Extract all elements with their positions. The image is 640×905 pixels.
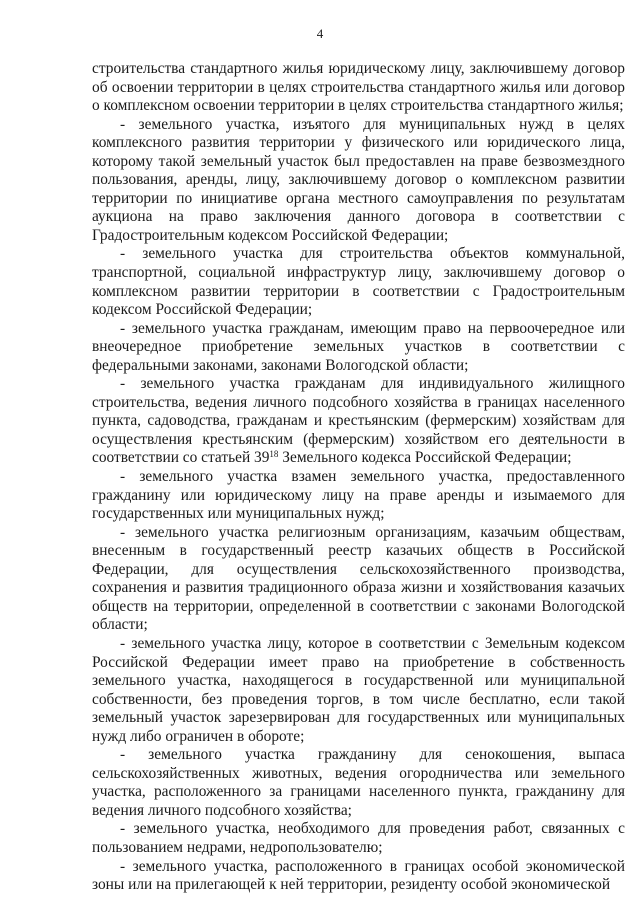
list-item: - земельного участка лицу, которое в соответствии с Земельным кодексом Российской Федерации имеет право на приобретение в собственность земельного участка, находящегося в государственной или муниципальной собственности, без проведения торгов, в том числе бесплатно, если такой земельный участок зарезервирован для государственных или муниципальных нужд либо ограничен в обороте; <box>92 634 625 745</box>
list-item: - земельного участка гражданам, имеющим право на первоочередное или внеочередное приобретение земельных участков в соответствии с федеральными законами, законами Вологодской области; <box>92 319 625 374</box>
page-number: 4 <box>316 26 324 41</box>
paragraph-continuation: строительства стандартного жилья юридическому лицу, заключившему договор об освоении территории в целях строительства стандартного жилья или договор о комплексном освоении территории в целях строительства стандартного жилья; <box>92 60 625 115</box>
article-superscript: 18 <box>269 449 279 460</box>
list-item: - земельного участка, расположенного в границах особой экономической зоны или на прилегающей к ней территории, резиденту особой экономической <box>92 857 625 894</box>
list-item-text-end: Земельного кодекса Российской Федерации; <box>282 449 572 467</box>
list-item: - земельного участка гражданину для сенокошения, выпаса сельскохозяйственных животных, ведения огородничества или земельного участка, расположенного за границами населенного пункта, гражданину для ведения личного подсобного хозяйства; <box>92 746 625 819</box>
list-item: - земельного участка взамен земельного участка, предоставленного гражданину или юридическому лицу на праве аренды и изымаемого для государственных или муниципальных нужд; <box>92 468 625 523</box>
list-item <box>92 375 625 468</box>
document-body <box>92 60 625 895</box>
list-item: - земельного участка, изъятого для муниципальных нужд в целях комплексного развития территории у физического или юридического лица, которому такой земельный участок был предоставлен на праве безвозмездного пользования, аренды, лицу, заключившему договор о комплексном развитии территории по инициативе органа местного самоуправления по результатам аукциона на право заключения данного договора в соответствии с Градостроительным кодексом Российской Федерации; <box>92 115 625 244</box>
list-item-text: - земельного участка гражданам для индивидуального жилищного строительства, ведения личного подсобного хозяйства в границах населенного пункта, садоводства, гражданам и крестьянским (фермерским) хозяйствам для осуществления крестьянским (фермерским) хозяйством его деятельности в соответствии со статьей 39 <box>92 375 625 467</box>
list-item: - земельного участка, необходимого для проведения работ, связанных с пользованием недрами, недропользователю; <box>92 820 625 856</box>
list-item: - земельного участка для строительства объектов коммунальной, транспортной, социальной инфраструктур лицу, заключившему договор о комплексном развитии территории в соответствии с Градостроительным кодексом Российской Федерации; <box>92 245 625 319</box>
list-item: - земельного участка религиозным организациям, казачьим обществам, внесенным в государственный реестр казачьих обществ в Российской Федерации, для осуществления сельскохозяйственного производства, сохранения и развития традиционного образа жизни и хозяйствования казачьих обществ на территории, определенной в соответствии с законами Вологодской области; <box>92 523 625 634</box>
